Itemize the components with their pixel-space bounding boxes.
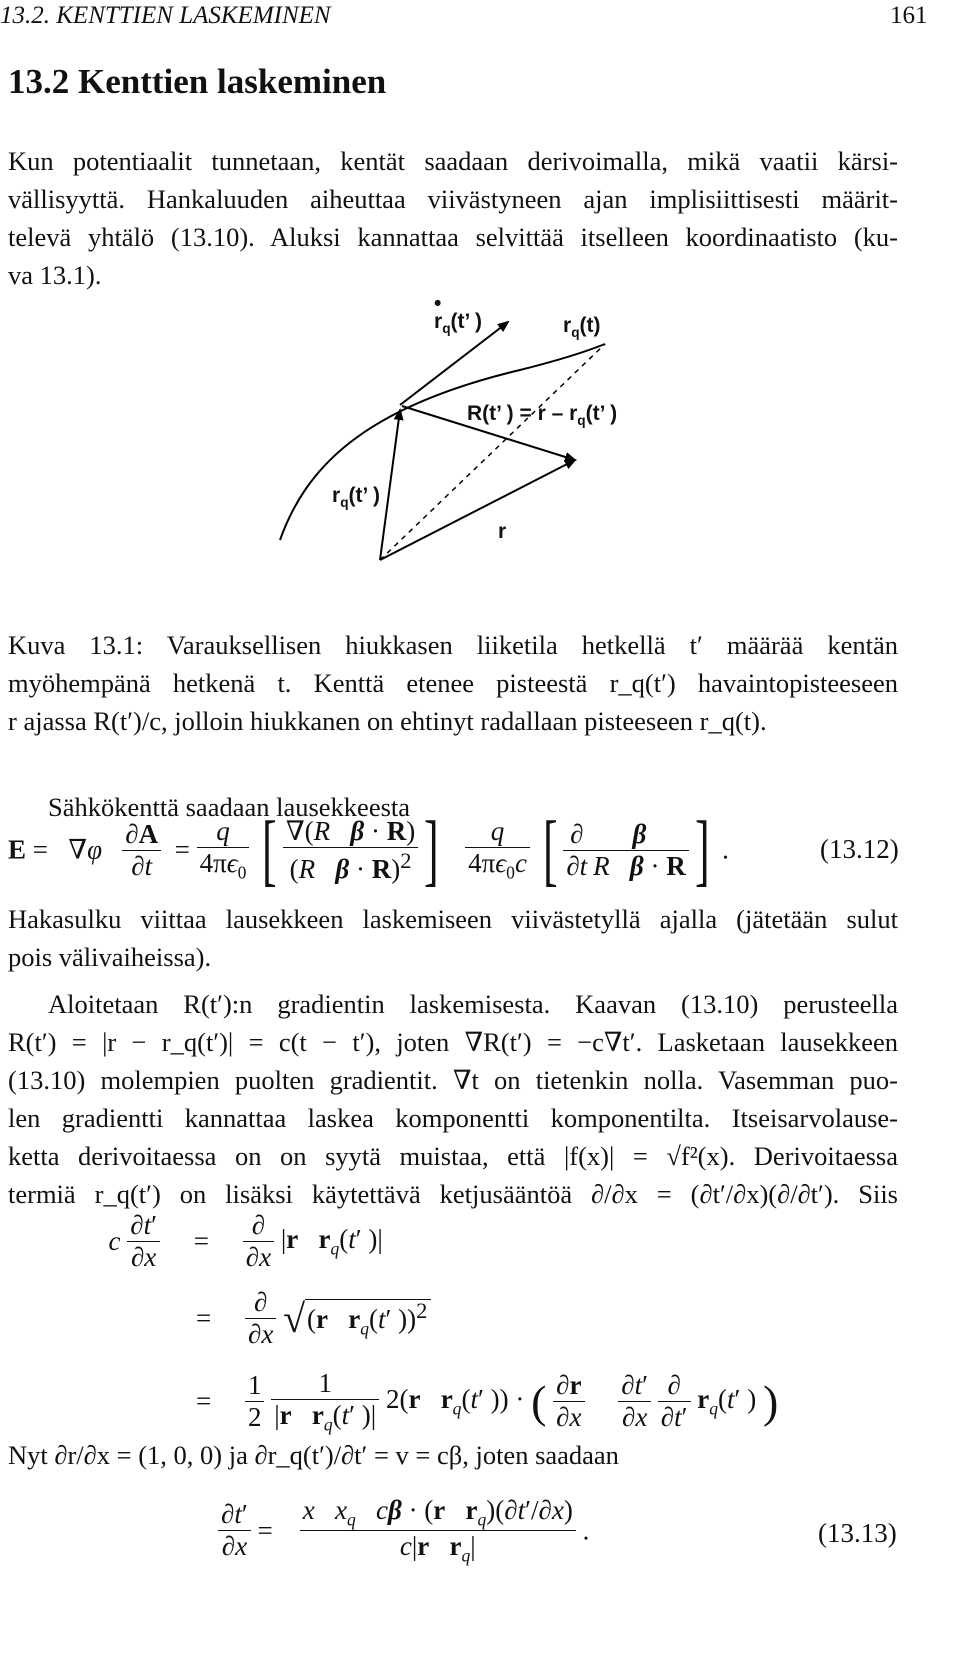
- derivation-line-3: = $\frac{1}{2}$ $\frac{1}{|r r_q(t' )|}$ 2(r $r_q(t'$ )) · ( $\frac{\partial r}{\partial x}$ $\frac{\partial t'}{\partial x}$ $\frac{\partial}{\partial t'}$ $r_q(t'$ ) ): [196, 1368, 779, 1435]
- aloitetaan-line: len gradientti kannattaa laskea komponentti komponentilta. Itseisarvolause-: [8, 1103, 898, 1133]
- derivation-line-1: c $\frac{\partial t'}{\partial x}$ = $\frac{\partial}{\partial x}$ |r $r_q(t'$ )|: [108, 1210, 383, 1272]
- intro-line: televä yhtälö (13.10). Aluksi kannattaa selvittää itselleen koordinaatisto (ku-: [8, 222, 898, 252]
- caption-line: r ajassa R(t′)/c, jolloin hiukkanen on ehtinyt radallaan pisteeseen r_q(t).: [8, 706, 767, 736]
- intro-line: Kun potentiaalit tunnetaan, kentät saadaan derivoimalla, mikä vaatii kärsi-: [8, 146, 898, 176]
- derivation-line-2: = $\frac{\partial}{\partial x}$ √(r $r_q(t'$ ))$^2$: [196, 1287, 431, 1350]
- fig-label-r: r: [498, 520, 507, 543]
- fig-label-rq-tp: $r_q(t$’ ): [332, 484, 381, 511]
- hakasulku-paragraph: [8, 900, 898, 976]
- fig-label-R: R(t’ ) = r – $r_q(t$’ ): [467, 402, 618, 429]
- rq-tp-arrow: [380, 410, 400, 560]
- equation-13-12: E = ∇φ $\frac{\partial A}{\partial t}$ = $\frac{q}{4\pi\epsilon_0}$ [ $\frac{\text{∇(R β · R)}}{(R \beta \cdot R)^2}$ ] $\frac{q}{4\pi\epsilon_0c}$ [ $\frac{\partial}{\partial t}$ $\frac{\beta}{\text{R β · R}}$ ] .: [8, 806, 729, 894]
- intro-paragraph: [8, 142, 898, 294]
- aloitetaan-paragraph: [8, 985, 898, 1213]
- running-title: 13.2. KENTTIEN LASKEMINEN: [0, 2, 331, 29]
- hakasulku-line: Hakasulku viittaa lausekkeen laskemiseen viivästetyllä ajalla (jätetään sulut: [8, 904, 898, 934]
- nyt-paragraph: Nyt ∂r/∂x = (1, 0, 0) ja ∂r_q(t′)/∂t′ = v = cβ, joten saadaan: [8, 1440, 619, 1470]
- aloitetaan-line: ketta derivoitaessa on on syytä muistaa, että |f(x)| = √f²(x). Derivoitaessa: [8, 1141, 898, 1171]
- aloitetaan-line: Aloitetaan R(t′):n gradientin laskemisesta. Kaavan (13.10) perusteella: [48, 989, 898, 1019]
- intro-line: va 13.1).: [8, 260, 102, 290]
- aloitetaan-line: termiä r_q(t′) on lisäksi käytettävä ketjusääntöä ∂/∂x = (∂t′/∂x)(∂/∂t′). Siis: [8, 1179, 898, 1209]
- eq-number-13-13: (13.13): [818, 1518, 897, 1548]
- hakasulku-line: pois välivaiheissa).: [8, 942, 212, 972]
- section-title: 13.2 Kenttien laskeminen: [8, 62, 387, 101]
- e-intro: Sähkökenttä saadaan lausekkeesta: [48, 792, 411, 822]
- page-number: 161: [890, 2, 928, 29]
- fig-label-rdot: r • $_q$(t’ ): [434, 292, 483, 337]
- aloitetaan-line: R(t′) = |r − r_q(t′)| = c(t − t′), joten ∇R(t′) = −c∇t′. Lasketaan lausekkeen: [8, 1027, 898, 1057]
- r-arrow: [380, 460, 575, 560]
- caption-line: Kuva 13.1: Varauksellisen hiukkasen liiketila hetkellä t′ määrää kentän: [8, 630, 898, 660]
- intro-line: vällisyyttä. Hankaluuden aiheuttaa viivästyneen ajan implisiittisesti määrit-: [8, 184, 898, 214]
- figure-13-1: [260, 292, 680, 575]
- caption-line: myöhempänä hetkenä t. Kenttä etenee pisteestä r_q(t′) havaintopisteeseen: [8, 668, 898, 698]
- aloitetaan-line: (13.10) molempien puolten gradientit. ∇t on tietenkin nolla. Vasemman puo-: [8, 1065, 898, 1095]
- fig-label-rq-t: $r_q(t)$: [563, 314, 601, 341]
- equation-13-13: $\frac{\partial t'}{\partial x}$ = $\frac{x x_q c\beta \cdot (r r_q)(\partial t'/\partial x)}{c|r r_q|}$ .: [218, 1495, 589, 1567]
- figure-caption: [8, 626, 898, 740]
- eq-number-13-12: (13.12): [820, 834, 899, 864]
